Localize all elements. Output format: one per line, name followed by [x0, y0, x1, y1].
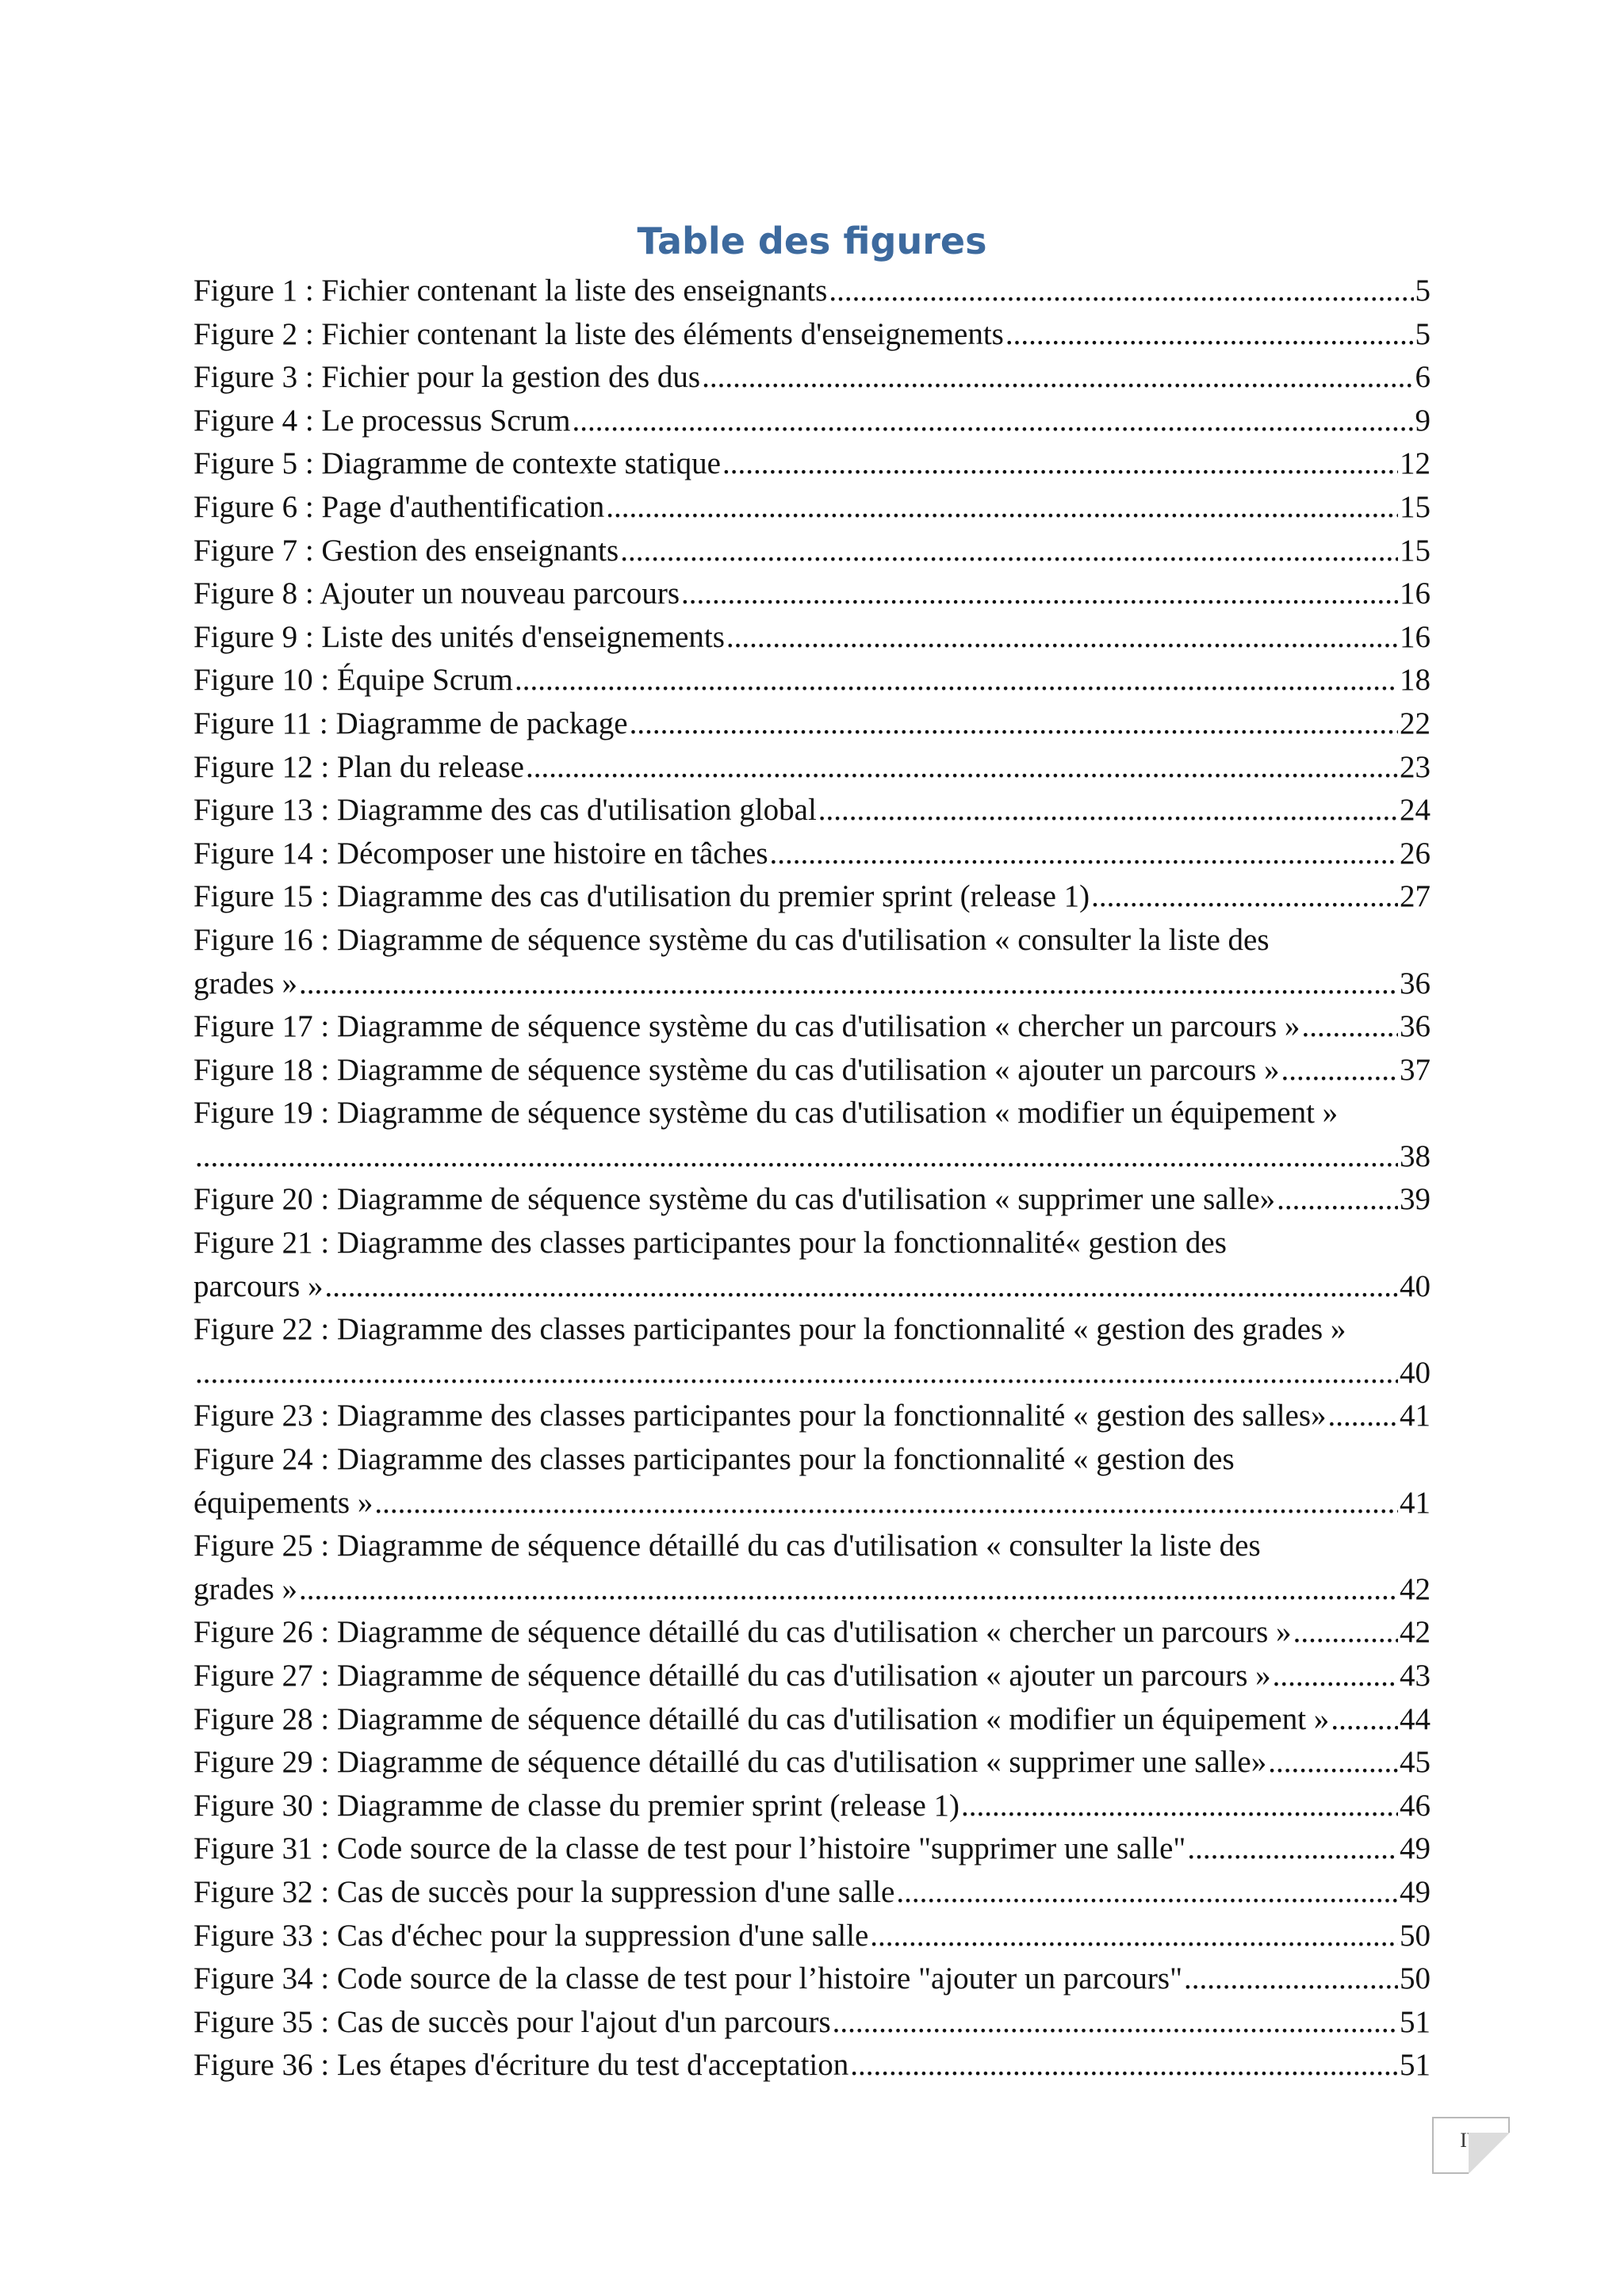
dot-leader — [896, 1871, 1398, 1915]
toc-entry-title: Figure 29 : Diagramme de séquence détaillé du cas d'utilisation « supprimer une salle» — [193, 1745, 1267, 1780]
toc-entry[interactable] — [193, 1049, 1431, 1093]
toc-entry[interactable] — [193, 1611, 1431, 1655]
toc-entry-title-line: Figure 19 : Diagramme de séquence système du cas d'utilisation « modifier un équipement » — [193, 1096, 1339, 1131]
toc-entry-title-line: Figure 16 : Diagramme de séquence système du cas d'utilisation « consulter la liste des — [193, 922, 1270, 957]
toc-entry[interactable] — [193, 1395, 1431, 1438]
toc-entry[interactable] — [193, 1785, 1431, 1828]
toc-entry[interactable] — [193, 572, 1431, 616]
toc-entry-page: 46 — [1400, 1788, 1431, 1823]
dot-leader — [722, 442, 1398, 486]
toc-entry-title: Figure 3 : Fichier pour la gestion des dus — [193, 360, 701, 395]
toc-entry[interactable] — [193, 1871, 1431, 1915]
toc-entry-title: Figure 30 : Diagramme de classe du premier sprint (release 1) — [193, 1788, 959, 1823]
toc-entry-page: 16 — [1400, 576, 1431, 611]
dot-leader — [818, 789, 1398, 832]
page-number: IV — [1432, 2117, 1510, 2174]
table-of-figures — [193, 270, 1431, 2087]
toc-entry-title: Figure 28 : Diagramme de séquence détaillé du cas d'utilisation « modifier un équipement » — [193, 1701, 1330, 1736]
dot-leader — [1268, 1741, 1398, 1785]
toc-entry-page: 40 — [1400, 1355, 1431, 1390]
toc-entry[interactable] — [193, 789, 1431, 832]
toc-entry-title: Figure 6 : Page d'authentification — [193, 489, 605, 524]
toc-entry[interactable] — [193, 1525, 1431, 1611]
toc-entry-title: Figure 7 : Gestion des enseignants — [193, 533, 619, 568]
toc-entry-page: 41 — [1400, 1485, 1431, 1520]
dot-leader — [515, 659, 1398, 702]
toc-entry-page: 12 — [1400, 446, 1431, 481]
toc-entry-page: 6 — [1415, 360, 1431, 395]
toc-entry-title: équipements » — [193, 1485, 373, 1520]
toc-entry[interactable] — [193, 1438, 1431, 1525]
toc-entry[interactable] — [193, 746, 1431, 790]
toc-entry-page: 50 — [1400, 1961, 1431, 1996]
toc-entry[interactable] — [193, 1222, 1431, 1308]
toc-entry-title: Figure 1 : Fichier contenant la liste des enseignants — [193, 274, 828, 308]
dot-leader — [829, 270, 1413, 313]
toc-entry[interactable] — [193, 1741, 1431, 1785]
toc-entry-title: Figure 8 : Ajouter un nouveau parcours — [193, 576, 680, 611]
toc-entry-page: 15 — [1400, 489, 1431, 524]
toc-entry-title-line: Figure 21 : Diagramme des classes participantes pour la fonctionnalité« gestion des — [193, 1226, 1227, 1261]
dot-leader — [526, 746, 1398, 790]
toc-entry[interactable] — [193, 1308, 1431, 1395]
toc-entry[interactable] — [193, 832, 1431, 876]
dot-leader — [1277, 1178, 1398, 1222]
dot-leader — [630, 702, 1398, 746]
dot-leader — [1331, 1698, 1398, 1742]
dot-leader — [870, 1915, 1398, 1958]
dot-leader — [1187, 1827, 1398, 1871]
toc-entry-page: 37 — [1400, 1052, 1431, 1087]
toc-entry-title: Figure 36 : Les étapes d'écriture du test d'acceptation — [193, 2048, 849, 2083]
dot-leader — [1281, 1049, 1399, 1093]
toc-entry-title: Figure 35 : Cas de succès pour l'ajout d'un parcours — [193, 2004, 831, 2039]
toc-entry-title: Figure 18 : Diagramme de séquence système du cas d'utilisation « ajouter un parcours » — [193, 1052, 1280, 1087]
dot-leader — [850, 2044, 1398, 2087]
toc-entry-page: 51 — [1400, 2048, 1431, 2083]
toc-entry-page: 45 — [1400, 1745, 1431, 1780]
toc-entry[interactable] — [193, 1655, 1431, 1698]
toc-entry-page: 42 — [1400, 1571, 1431, 1606]
toc-entry-page: 49 — [1400, 1874, 1431, 1909]
toc-entry-title: Figure 5 : Diagramme de contexte statique — [193, 446, 721, 481]
toc-entry-title: Figure 31 : Code source de la classe de test pour l’histoire "supprimer une salle" — [193, 1831, 1186, 1866]
toc-entry-page: 18 — [1400, 663, 1431, 698]
dot-leader — [961, 1785, 1398, 1828]
toc-entry-title: Figure 17 : Diagramme de séquence système du cas d'utilisation « chercher un parcours » — [193, 1009, 1300, 1044]
toc-entry-page: 23 — [1400, 749, 1431, 784]
toc-entry[interactable] — [193, 702, 1431, 746]
toc-entry-page: 5 — [1415, 274, 1431, 308]
toc-entry-title: Figure 12 : Plan du release — [193, 749, 524, 784]
dot-leader — [1273, 1655, 1398, 1698]
toc-entry-title: Figure 9 : Liste des unités d'enseignements — [193, 619, 725, 654]
toc-entry-page: 43 — [1400, 1659, 1431, 1693]
toc-entry-page: 26 — [1400, 836, 1431, 871]
toc-entry-page: 40 — [1400, 1269, 1431, 1303]
toc-entry-title: Figure 10 : Équipe Scrum — [193, 663, 513, 698]
toc-entry[interactable] — [193, 2001, 1431, 2045]
toc-entry[interactable] — [193, 400, 1431, 443]
dot-leader — [1091, 875, 1398, 919]
toc-entry-title: grades » — [193, 1571, 298, 1606]
toc-entry-title: Figure 32 : Cas de succès pour la suppression d'une salle — [193, 1874, 895, 1909]
toc-entry[interactable] — [193, 1092, 1431, 1178]
toc-entry-page: 49 — [1400, 1831, 1431, 1866]
dot-leader — [1328, 1395, 1398, 1438]
dot-leader — [573, 400, 1414, 443]
page-title: Table des figures — [637, 219, 987, 262]
toc-entry-title: Figure 11 : Diagramme de package — [193, 706, 628, 740]
toc-entry[interactable] — [193, 1005, 1431, 1049]
toc-entry-title: Figure 26 : Diagramme de séquence détaillé du cas d'utilisation « chercher un parcours » — [193, 1615, 1292, 1650]
toc-entry-page: 15 — [1400, 533, 1431, 568]
toc-entry-page: 39 — [1400, 1182, 1431, 1217]
dot-leader — [833, 2001, 1398, 2045]
toc-entry[interactable] — [193, 1957, 1431, 2001]
toc-entry-page: 24 — [1400, 793, 1431, 828]
toc-entry-title-line: Figure 24 : Diagramme des classes participantes pour la fonctionnalité « gestion des — [193, 1442, 1235, 1477]
toc-entry[interactable] — [193, 442, 1431, 486]
toc-entry-page: 41 — [1400, 1399, 1431, 1433]
toc-entry-title-line: Figure 25 : Diagramme de séquence détaillé du cas d'utilisation « consulter la liste des — [193, 1529, 1261, 1563]
toc-entry[interactable] — [193, 313, 1431, 357]
toc-entry-title-line: Figure 22 : Diagramme des classes participantes pour la fonctionnalité « gestion des grades » — [193, 1312, 1346, 1347]
toc-entry-title: Figure 14 : Décomposer une histoire en tâches — [193, 836, 768, 871]
toc-entry-page: 51 — [1400, 2004, 1431, 2039]
toc-entry[interactable] — [193, 530, 1431, 573]
toc-entry-page: 44 — [1400, 1701, 1431, 1736]
dot-leader — [195, 1135, 1398, 1179]
toc-entry-page: 42 — [1400, 1615, 1431, 1650]
dot-leader — [299, 1568, 1398, 1612]
toc-entry-page: 27 — [1400, 879, 1431, 914]
dot-leader — [1301, 1005, 1398, 1049]
dot-leader — [681, 572, 1398, 616]
toc-entry[interactable] — [193, 270, 1431, 313]
toc-entry[interactable] — [193, 356, 1431, 400]
toc-entry[interactable] — [193, 1827, 1431, 1871]
toc-entry-page: 9 — [1415, 403, 1431, 438]
dot-leader — [1293, 1611, 1398, 1655]
dot-leader — [726, 616, 1398, 660]
toc-entry-title: Figure 33 : Cas d'échec pour la suppression d'une salle — [193, 1918, 869, 1953]
toc-entry-title: Figure 4 : Le processus Scrum — [193, 403, 571, 438]
toc-entry[interactable] — [193, 2044, 1431, 2087]
toc-entry-title: Figure 20 : Diagramme de séquence système du cas d'utilisation « supprimer une salle» — [193, 1182, 1276, 1217]
toc-entry-page: 5 — [1415, 316, 1431, 351]
toc-entry-title: Figure 2 : Fichier contenant la liste des éléments d'enseignements — [193, 316, 1004, 351]
toc-entry-title: Figure 27 : Diagramme de séquence détaillé du cas d'utilisation « ajouter un parcours » — [193, 1659, 1271, 1693]
toc-entry-title: Figure 23 : Diagramme des classes participantes pour la fonctionnalité « gestion des salles» — [193, 1399, 1327, 1433]
toc-entry-title: Figure 34 : Code source de la classe de test pour l’histoire "ajouter un parcours" — [193, 1961, 1182, 1996]
toc-entry[interactable] — [193, 616, 1431, 660]
dot-leader — [299, 962, 1398, 1006]
toc-entry[interactable] — [193, 1915, 1431, 1958]
toc-entry[interactable] — [193, 875, 1431, 919]
toc-entry[interactable] — [193, 919, 1431, 1005]
dot-leader — [1005, 313, 1414, 357]
toc-entry[interactable] — [193, 486, 1431, 530]
toc-entry-page: 16 — [1400, 619, 1431, 654]
toc-entry-page: 50 — [1400, 1918, 1431, 1953]
toc-entry-title: Figure 13 : Diagramme des cas d'utilisation global — [193, 793, 817, 828]
toc-entry[interactable] — [193, 1178, 1431, 1222]
dot-leader — [195, 1352, 1398, 1395]
toc-entry-title: parcours » — [193, 1269, 324, 1303]
toc-entry-title: Figure 15 : Diagramme des cas d'utilisation du premier sprint (release 1) — [193, 879, 1090, 914]
dot-leader — [325, 1265, 1398, 1309]
toc-entry-page: 38 — [1400, 1138, 1431, 1173]
dot-leader — [770, 832, 1398, 876]
toc-entry-page: 36 — [1400, 966, 1431, 1001]
dot-leader — [620, 530, 1398, 573]
toc-entry-page: 36 — [1400, 1009, 1431, 1044]
toc-entry[interactable] — [193, 1698, 1431, 1742]
dot-leader — [606, 486, 1398, 530]
toc-entry-page: 22 — [1400, 706, 1431, 740]
toc-entry[interactable] — [193, 659, 1431, 702]
dot-leader — [374, 1482, 1398, 1525]
toc-entry-title: grades » — [193, 966, 298, 1001]
dot-leader — [1184, 1957, 1398, 2001]
dot-leader — [702, 356, 1413, 400]
